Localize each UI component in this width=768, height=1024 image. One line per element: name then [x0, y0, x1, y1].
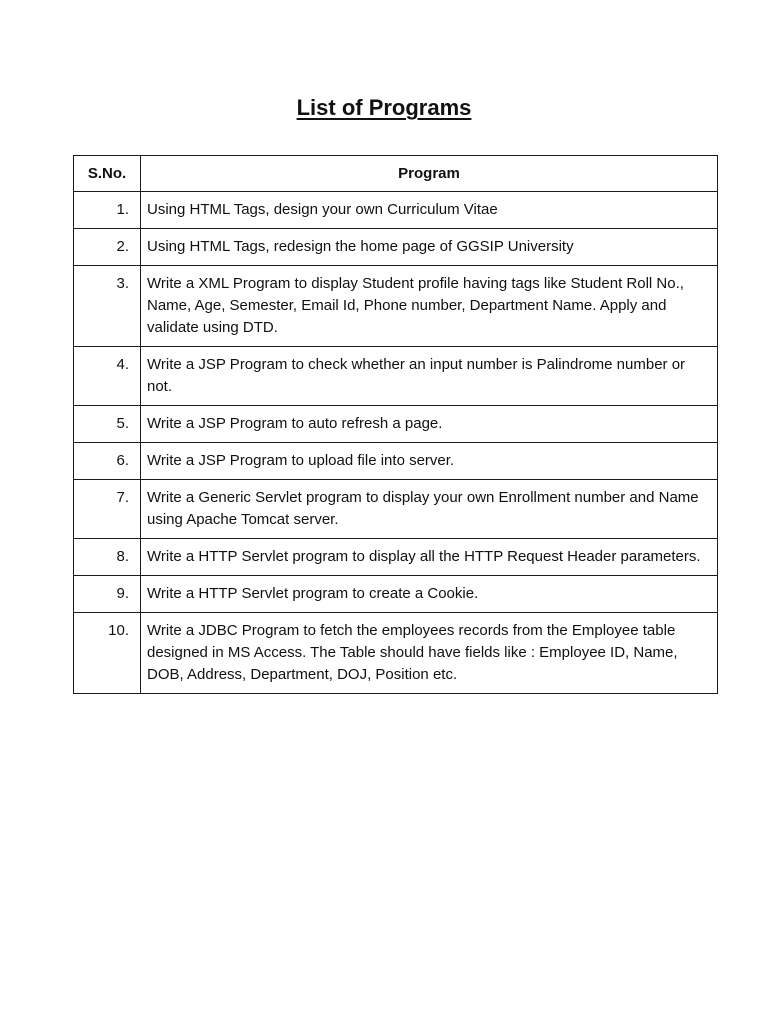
table-header-row [74, 156, 718, 192]
table-row [74, 613, 718, 694]
table-row [74, 192, 718, 229]
row-program: Write a JSP Program to check whether an input number is Palindrome number or not. [141, 347, 718, 406]
row-program: Write a JDBC Program to fetch the employees records from the Employee table designed in MS Access. The Table should have fields like : Employee ID, Name, DOB, Address, Department, DOJ, Position etc. [141, 613, 718, 694]
row-program: Write a JSP Program to auto refresh a page. [141, 406, 718, 443]
table-row [74, 539, 718, 576]
row-program: Using HTML Tags, redesign the home page of GGSIP University [141, 229, 718, 266]
row-sno: 7. [74, 480, 141, 539]
row-sno: 1. [74, 192, 141, 229]
row-program: Write a JSP Program to upload file into server. [141, 443, 718, 480]
row-sno: 9. [74, 576, 141, 613]
row-program: Using HTML Tags, design your own Curriculum Vitae [141, 192, 718, 229]
row-sno: 10. [74, 613, 141, 694]
row-program: Write a Generic Servlet program to display your own Enrollment number and Name using Apache Tomcat server. [141, 480, 718, 539]
row-sno: 5. [74, 406, 141, 443]
page-title [0, 93, 768, 123]
table-row [74, 266, 718, 347]
row-sno: 2. [74, 229, 141, 266]
table-row [74, 576, 718, 613]
row-sno: 6. [74, 443, 141, 480]
table-row [74, 443, 718, 480]
row-program: Write a HTTP Servlet program to display all the HTTP Request Header parameters. [141, 539, 718, 576]
header-sno: S.No. [74, 156, 141, 192]
table-row [74, 229, 718, 266]
row-sno: 4. [74, 347, 141, 406]
table-row [74, 347, 718, 406]
row-sno: 3. [74, 266, 141, 347]
programs-table [73, 155, 718, 694]
row-sno: 8. [74, 539, 141, 576]
row-program: Write a XML Program to display Student profile having tags like Student Roll No., Name, Age, Semester, Email Id, Phone number, Department Name. Apply and validate using DTD. [141, 266, 718, 347]
table-row [74, 406, 718, 443]
page-title-text: List of Programs [296, 95, 472, 120]
table-row [74, 480, 718, 539]
header-program: Program [141, 156, 718, 192]
row-program: Write a HTTP Servlet program to create a Cookie. [141, 576, 718, 613]
